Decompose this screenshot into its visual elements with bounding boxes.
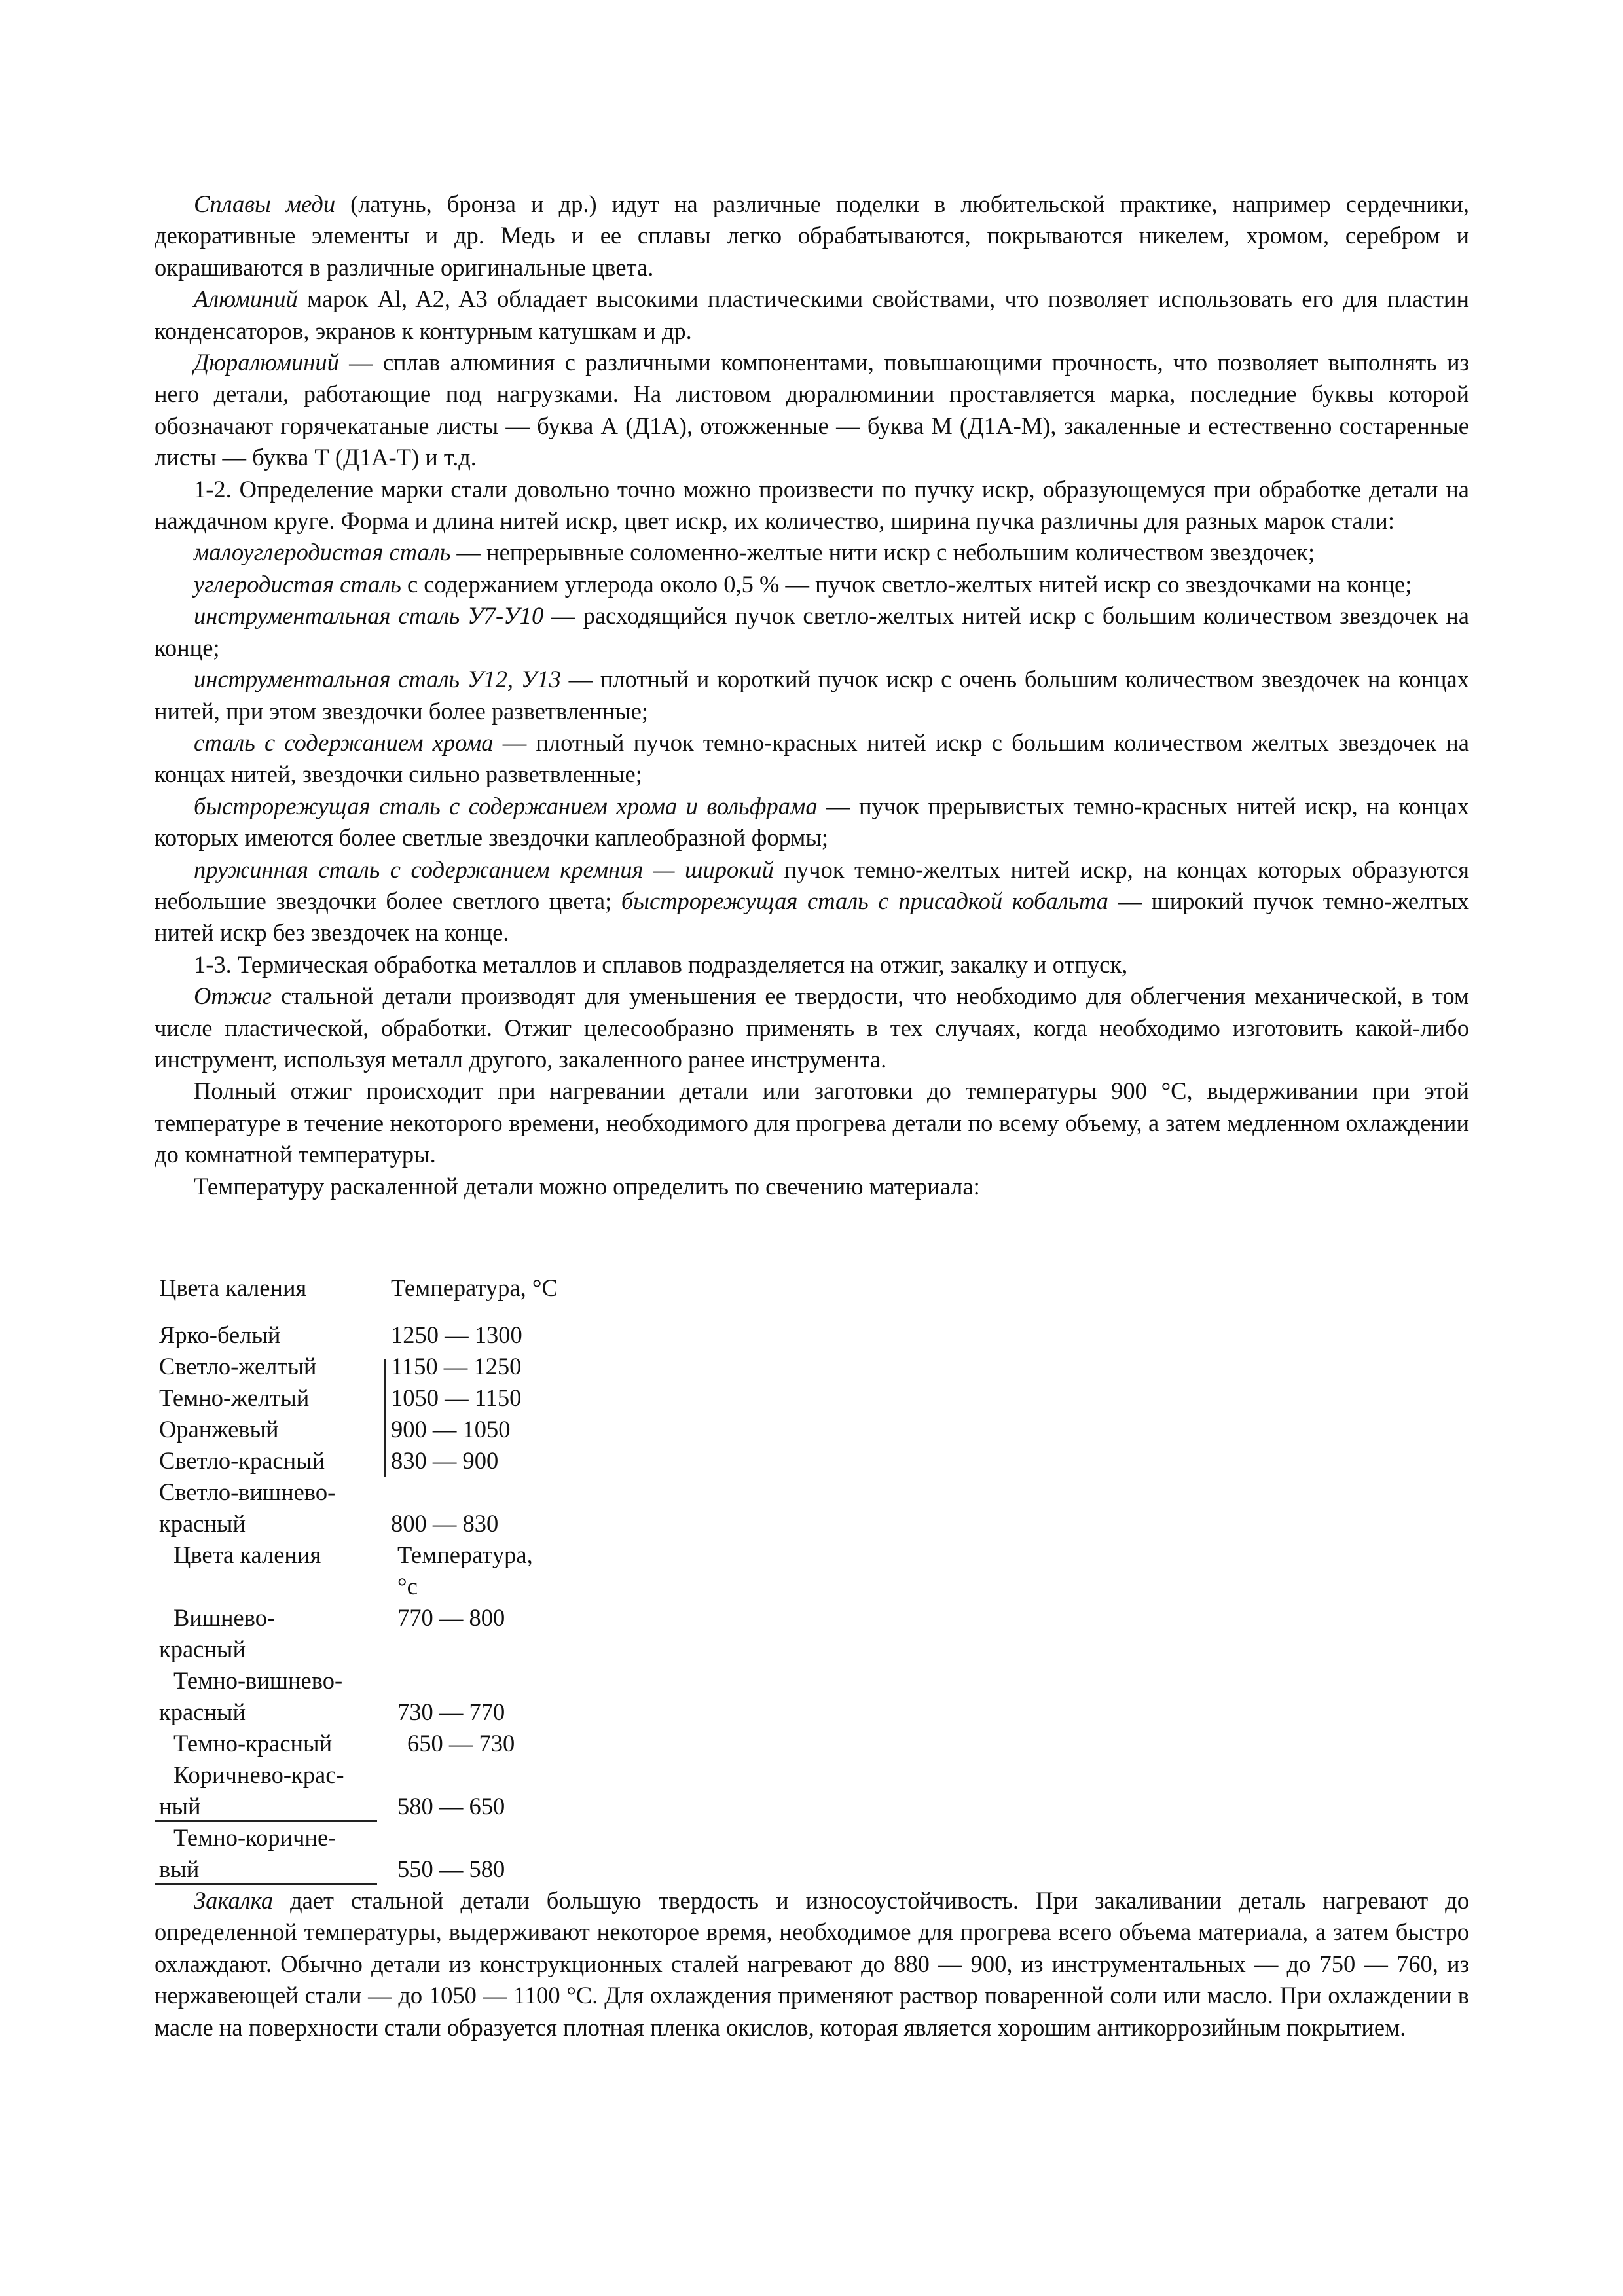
text: марок Al, A2, A3 обладает высокими пластическими свойствами, что позволяет использовать его для пластин конденсаторов, экранов к контурным катушкам и др. — [155, 285, 1469, 344]
table-cell: Вишнево- — [173, 1604, 276, 1631]
paragraph-hardening — [155, 1885, 1469, 2043]
table-cell: Оранжевый — [159, 1416, 279, 1443]
term: инструментальная сталь У12, У13 — [194, 666, 561, 693]
table-cell: 550 — 580 — [397, 1856, 505, 1882]
term: быстрорежущая сталь с присадкой кобальта — [621, 887, 1108, 914]
term: инструментальная сталь У7-У10 — [194, 602, 544, 630]
table-cell: 770 — 800 — [397, 1604, 505, 1631]
table-rule — [155, 1820, 377, 1822]
spark-tool-u7-u10 — [155, 600, 1469, 664]
table-cell: красный — [159, 1698, 246, 1725]
paragraph-copper — [155, 188, 1469, 283]
table-header-temp-2: Температура, — [397, 1541, 533, 1568]
term: углеродистая сталь — [194, 570, 401, 598]
paragraph-annealing — [155, 980, 1469, 1075]
page-body — [155, 188, 1469, 1202]
table-cell: 1050 — 1150 — [391, 1384, 522, 1411]
table-cell: 580 — 650 — [397, 1793, 505, 1820]
table-cell: 650 — 730 — [407, 1730, 515, 1757]
spark-low-carbon — [155, 537, 1469, 568]
text: (латунь, бронза и др.) идут на различные поделки в любительской практике, например сердечники, декоративные элементы и др. Медь и ее сплавы легко обрабатываются, покрываются никелем, хромом, серебром и окрашиваются в различные оригинальные цвета. — [155, 190, 1469, 281]
table-cell: 1150 — 1250 — [391, 1353, 522, 1380]
paragraph-1-2: 1-2. Определение марки стали довольно точно можно произвести по пучку искр, образующемуся при обработке детали на наждачном круге. Форма и длина нитей искр, цвет искр, их количество, ширина пучка различны для разных марок стали: — [155, 475, 1469, 535]
page-body-continued — [155, 1885, 1469, 2043]
text: — сплав алюминия с различными компонентами, повышающими прочность, что позволяет выполнять из него детали, работающие под нагрузками. На листовом дюралюминии проставляется марка, последние буквы которой обозначают горячекатаные листы — буква А (Д1А), отожженные — буква М (Д1А-М), закаленные и естественно состаренные листы — буква Т (Д1А-Т) и т.д. — [155, 349, 1469, 471]
spark-chrome — [155, 727, 1469, 791]
term-hardening: Закалка — [194, 1887, 274, 1914]
table-cell: Ярко-белый — [159, 1321, 281, 1348]
text: — плотный и короткий пучок искр с очень большим количеством звездочек на концах нитей, при этом звездочки более разветвленные; — [155, 666, 1469, 725]
table-header-color-2: Цвета каления — [173, 1541, 321, 1568]
term: малоуглеродистая сталь — [194, 539, 451, 566]
term-copper-alloys: Сплавы меди — [194, 190, 336, 217]
table-cell: Темно-вишнево- — [173, 1667, 343, 1694]
term: пружинная сталь с содержанием кремния — широкий — [194, 855, 774, 883]
table-cell: ный — [159, 1793, 201, 1820]
table-cell: Светло-вишнево- — [159, 1479, 336, 1505]
spark-tool-u12-u13 — [155, 664, 1469, 727]
text: с содержанием углерода около 0,5 % — пучок светло-желтых нитей искр со звездочками на конце; — [401, 570, 1412, 598]
table-cell: 730 — 770 — [397, 1698, 505, 1725]
paragraph-full-annealing: Полный отжиг происходит при нагревании детали или заготовки до температуры 900 °С, выдерживании при этой температуре в течение некоторого времени, необходимого для прогрева детали по всему объему, а затем медленном охлаждении до комнатной температуры. — [155, 1077, 1469, 1168]
text: — непрерывные соломенно-желтые нити искр с небольшим количеством звездочек; — [450, 539, 1315, 566]
table-cell: Темно-коричне- — [173, 1824, 337, 1851]
term-duralumin: Дюралюминий — [194, 349, 339, 376]
table-cell: 900 — 1050 — [391, 1416, 511, 1443]
text: — расходящийся пучок светло-желтых нитей искр с большим количеством звездочек на конце; — [155, 602, 1469, 661]
spark-spring — [155, 854, 1469, 949]
paragraph-aluminium — [155, 283, 1469, 347]
spark-carbon — [155, 569, 1469, 600]
table-cell: красный — [159, 1510, 246, 1537]
table-cell: 830 — 900 — [391, 1447, 499, 1474]
text: — пучок прерывистых темно-красных нитей искр, на концах которых имеются более светлые звездочки каплеобразной формы; — [155, 792, 1469, 852]
text: — широкий пучок темно-желтых нитей искр без звездочек на конце. — [155, 887, 1469, 946]
table-cell: вый — [159, 1856, 200, 1882]
table-header-temp-2-unit: °с — [397, 1573, 418, 1600]
text: пучок темно-желтых нитей искр, на концах которых образуются небольшие звездочки более светлого цвета; — [155, 855, 1469, 914]
table-header-temp: Температура, °С — [391, 1274, 558, 1301]
table-cell: 1250 — 1300 — [391, 1321, 522, 1348]
table-cell: Темно-красный — [173, 1730, 333, 1757]
term: сталь с содержанием хрома — [194, 728, 494, 756]
term: быстрорежущая сталь с содержанием хрома и вольфрама — [194, 792, 818, 819]
table-cell: Светло-красный — [159, 1447, 325, 1474]
paragraph-duralumin — [155, 347, 1469, 474]
table-cell: Темно-желтый — [159, 1384, 310, 1411]
term-aluminium: Алюминий — [194, 285, 298, 313]
table-cell: Коричнево-крас- — [173, 1761, 344, 1788]
text: — плотный пучок темно-красных нитей искр с большим количеством желтых звездочек на концах нитей, звездочки сильно разветвленные; — [155, 728, 1470, 788]
table-cell: Светло-желтый — [159, 1353, 317, 1380]
table-cell: красный — [159, 1636, 246, 1662]
paragraph-1-3: 1-3. Термическая обработка металлов и сплавов подразделяется на отжиг, закалку и отпуск, — [194, 950, 1128, 978]
term-annealing: Отжиг — [194, 982, 272, 1010]
text: дает стальной детали большую твердость и износоустойчивость. При закаливании деталь нагревают до определенной температуры, выдерживают некоторое время, необходимое для прогрева всего объема материала, а затем быстро охлаждают. Обычно детали из конструкционных сталей нагревают до 880 — 900, из инструментальных — до 750 — 760, из нержавеющей стали — до 1050 — 1100 °С. Для охлаждения применяют раствор поваренной соли или масло. При охлаждении в масле на поверхности стали образуется плотная пленка окислов, которая является хорошим антикоррозийным покрытием. — [155, 1887, 1469, 2041]
table-cell: 800 — 830 — [391, 1510, 499, 1537]
table-header-color: Цвета каления — [159, 1274, 307, 1301]
paragraph-temperature-intro: Температуру раскаленной детали можно определить по свечению материала: — [194, 1172, 980, 1200]
table-vertical-rule — [384, 1359, 386, 1477]
spark-high-speed — [155, 791, 1469, 854]
text: стальной детали производят для уменьшения ее твердости, что необходимо для облегчения механической, в том числе пластической, обработки. Отжиг целесообразно применять в тех случаях, когда необходимо изготовить какой-либо инструмент, используя металл другого, закаленного ранее инструмента. — [155, 982, 1469, 1073]
